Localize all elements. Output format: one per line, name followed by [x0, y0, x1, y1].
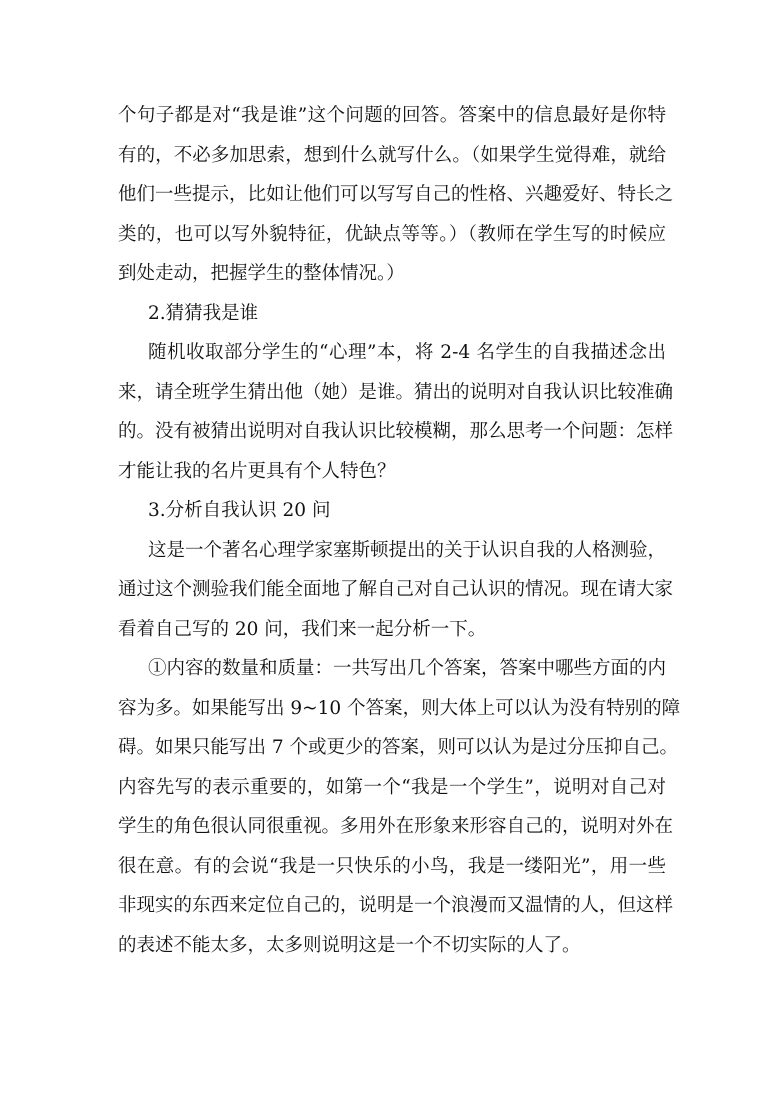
- text-line: 这是一个著名心理学家塞斯顿提出的关于认识自我的人格测验，: [148, 539, 667, 561]
- paragraph-content-quantity-quality: [118, 649, 681, 965]
- text-line: 看着自己写的 20 问，我们来一起分析一下。: [118, 618, 487, 640]
- text-line: 非现实的东西来定位自己的，说明是一个浪漫而又温情的人，但这样: [118, 895, 674, 916]
- text-line: 个句子都是对“我是谁”这个问题的回答。答案中的信息最好是你特: [118, 105, 666, 126]
- text-line: 有的，不必多加思索，想到什么就写什么。（如果学生觉得难，就给: [118, 144, 666, 166]
- text-line: 到处走动，把握学生的整体情况。）: [118, 263, 405, 284]
- section-heading-analysis: 3.分析自我认识 20 问: [148, 500, 331, 521]
- text-line: 的表述不能太多，太多则说明这是一个不切实际的人了。: [118, 934, 581, 956]
- paragraph-answer-instructions: [118, 96, 674, 294]
- paragraph-guess-who: [118, 333, 674, 491]
- document-body: [118, 96, 681, 965]
- text-line: 通过这个测验我们能全面地了解自己对自己认识的情况。现在请大家: [118, 579, 674, 600]
- text-line: 很在意。有的会说“我是一只快乐的小鸟，我是一缕阳光”，用一些: [118, 855, 666, 877]
- text-line: 才能让我的名片更具有个人特色？: [118, 460, 396, 482]
- text-line: 碍。如果只能写出 7 个或更少的答案，则可以认为是过分压抑自己。: [118, 737, 679, 758]
- paragraph-analysis-intro: [118, 531, 674, 650]
- text-line: 的。没有被猜出说明对自我认识比较模糊，那么思考一个问题：怎样: [118, 421, 674, 442]
- section-heading-guess-who: 2.猜猜我是谁: [148, 302, 259, 324]
- text-line: 来，请全班学生猜出他（她）是谁。猜出的说明对自我认识比较准确: [118, 381, 674, 403]
- text-line: 容为多。如果能写出 9~10 个答案，则大体上可以认为没有特别的障: [118, 697, 681, 719]
- text-line: 随机收取部分学生的“心理”本，将 2-4 名学生的自我描述念出: [148, 342, 666, 363]
- text-line: 内容先写的表示重要的，如第一个“我是一个学生”，说明对自己对: [118, 776, 666, 798]
- text-line: 学生的角色很认同很重视。多用外在形象来形容自己的，说明对外在: [118, 816, 674, 837]
- text-line: ①内容的数量和质量：一共写出几个答案，答案中哪些方面的内: [148, 658, 667, 679]
- text-line: 他们一些提示，比如让他们可以写写自己的性格、兴趣爱好、特长之: [118, 184, 674, 205]
- text-line: 类的，也可以写外貌特征，优缺点等等。）（教师在学生写的时候应: [118, 223, 666, 245]
